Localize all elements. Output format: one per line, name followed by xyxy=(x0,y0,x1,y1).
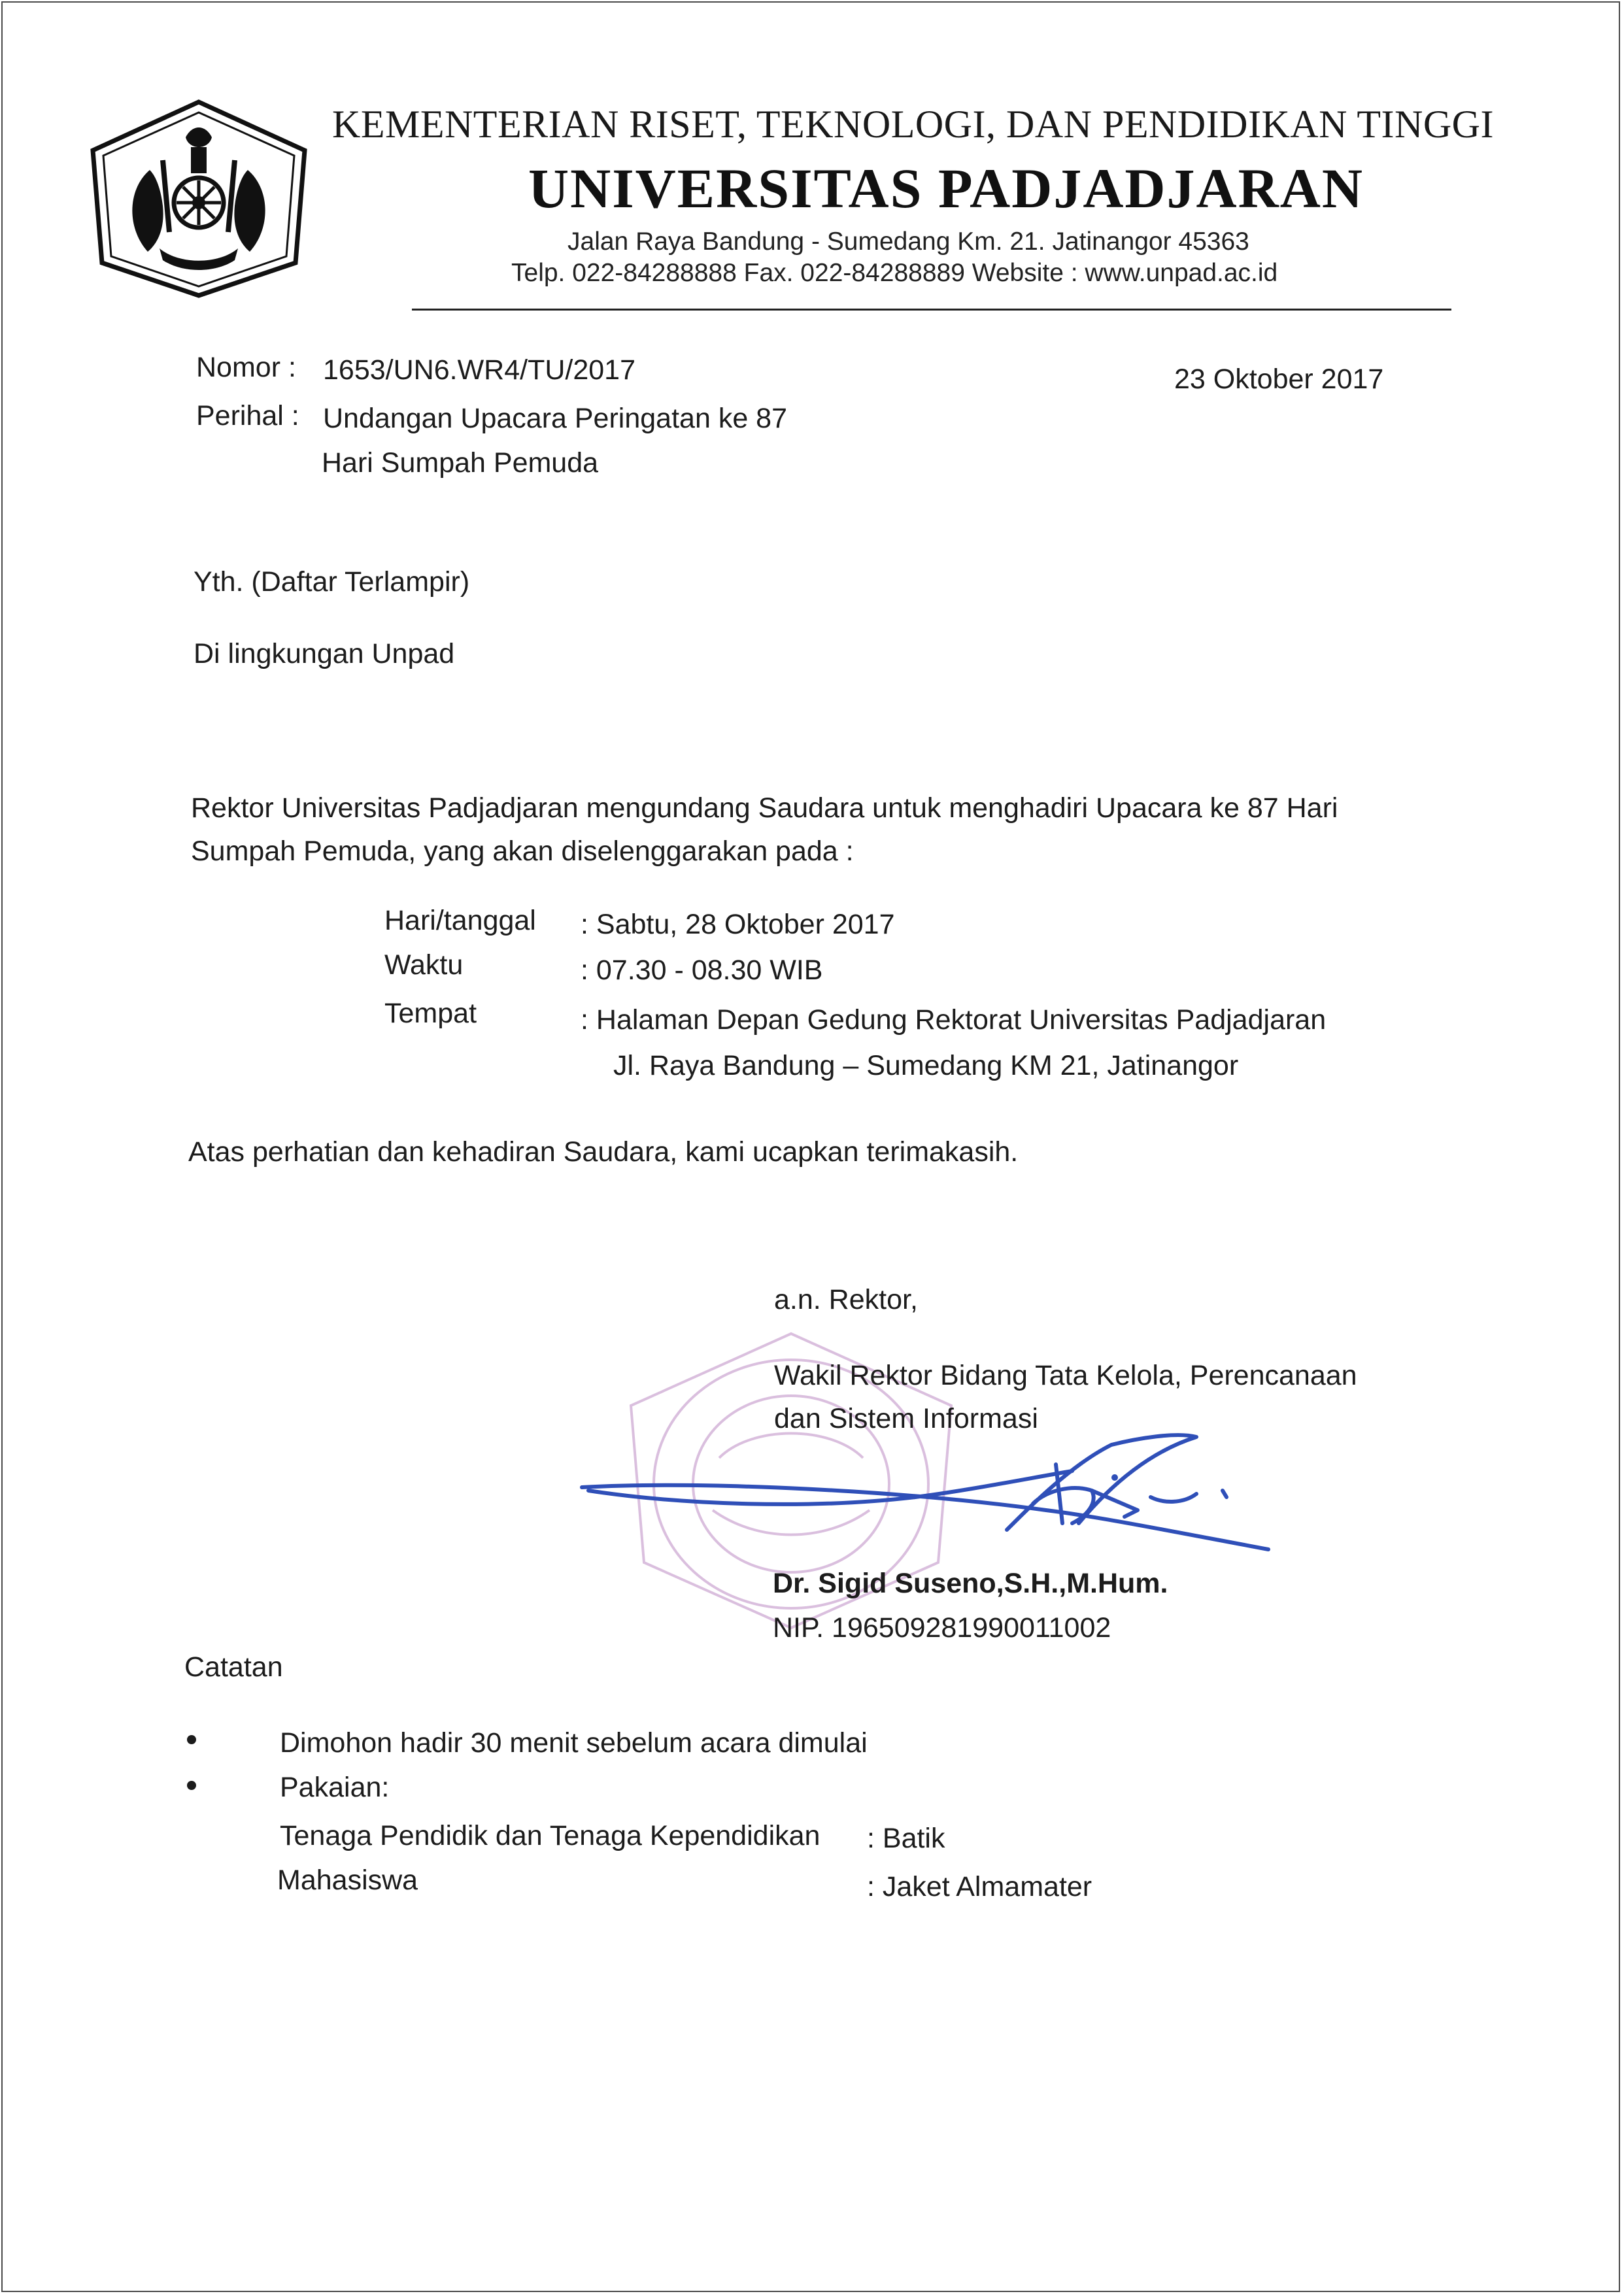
letter-date: 23 Oktober 2017 xyxy=(1174,363,1384,395)
detail-label-time: Waktu xyxy=(384,949,464,981)
attire-group-staff: Tenaga Pendidik dan Tenaga Kependidikan xyxy=(280,1820,820,1851)
unpad-emblem-icon xyxy=(88,98,310,301)
body-paragraph-line1: Rektor Universitas Padjadjaran mengundang Saudara untuk menghadiri Upacara ke 87 Hari xyxy=(191,792,1338,824)
perihal-line2: Hari Sumpah Pemuda xyxy=(322,447,599,479)
detail-label-date: Hari/tanggal xyxy=(384,905,536,936)
note-item-attire: Pakaian: xyxy=(280,1772,390,1803)
letterhead-address: Jalan Raya Bandung - Sumedang Km. 21. Jatinangor 45363 xyxy=(567,228,1249,256)
signatory-title-line1: Wakil Rektor Bidang Tata Kelola, Perencanaan xyxy=(774,1360,1357,1391)
signatory-nip: NIP. 196509281990011002 xyxy=(773,1612,1111,1644)
ministry-name: KEMENTERIAN RISET, TEKNOLOGI, DAN PENDIDIKAN TINGGI xyxy=(332,103,1494,146)
bullet-icon xyxy=(187,1735,196,1744)
detail-value-place-line2: Jl. Raya Bandung – Sumedang KM 21, Jatinangor xyxy=(613,1050,1239,1081)
notes-heading: Catatan xyxy=(184,1651,283,1683)
perihal-label: Perihal : xyxy=(196,400,299,431)
closing-sentence: Atas perhatian dan kehadiran Saudara, kami ucapkan terimakasih. xyxy=(188,1136,1019,1168)
signatory-name: Dr. Sigid Suseno,S.H.,M.Hum. xyxy=(773,1568,1168,1599)
university-name: UNIVERSITAS PADJADJARAN xyxy=(528,157,1364,220)
bullet-icon xyxy=(187,1781,196,1790)
attire-value-students: : Jaket Almamater xyxy=(867,1871,1092,1902)
perihal-line1: Undangan Upacara Peringatan ke 87 xyxy=(323,403,788,434)
letterhead-divider xyxy=(412,309,1451,311)
signatory-title-line2: dan Sistem Informasi xyxy=(774,1403,1038,1434)
nomor-label: Nomor : xyxy=(196,352,296,383)
detail-value-time: : 07.30 - 08.30 WIB xyxy=(581,954,823,986)
nomor-value: 1653/UN6.WR4/TU/2017 xyxy=(323,354,635,386)
detail-value-date: : Sabtu, 28 Oktober 2017 xyxy=(581,909,895,940)
detail-label-place: Tempat xyxy=(384,998,477,1029)
recipient-line1: Yth. (Daftar Terlampir) xyxy=(194,566,470,598)
detail-value-place: : Halaman Depan Gedung Rektorat Universitas Padjadjaran xyxy=(581,1004,1327,1036)
body-paragraph-line2: Sumpah Pemuda, yang akan diselenggarakan pada : xyxy=(191,836,854,867)
attire-value-staff: : Batik xyxy=(867,1823,945,1854)
letterhead-contact: Telp. 022-84288888 Fax. 022-84288889 Website : www.unpad.ac.id xyxy=(511,259,1278,287)
recipient-line2: Di lingkungan Unpad xyxy=(194,638,455,669)
signature-on-behalf: a.n. Rektor, xyxy=(774,1284,918,1315)
attire-group-students: Mahasiswa xyxy=(277,1865,418,1896)
note-item-arrival: Dimohon hadir 30 menit sebelum acara dimulai xyxy=(280,1727,868,1759)
